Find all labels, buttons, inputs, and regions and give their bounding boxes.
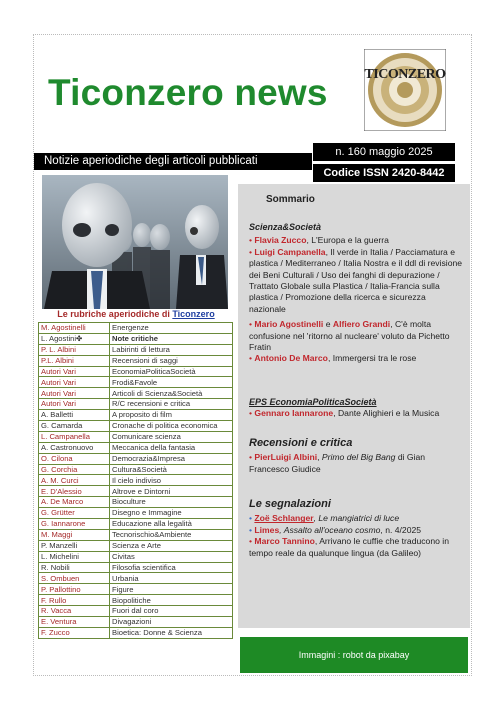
rubrica-name[interactable]: EconomiaPoliticaSocietà xyxy=(110,366,233,377)
sommario-heading: Sommario xyxy=(266,194,315,205)
rubrica-row xyxy=(39,617,233,628)
author-name[interactable]: PierLuigi Albini xyxy=(254,452,318,463)
rubrica-author: L. Michelini xyxy=(39,551,110,562)
rubrica-row xyxy=(39,627,233,638)
eps-heading: EPS EconomiaPoliticaSocietà xyxy=(249,397,377,407)
rubrica-row xyxy=(39,333,233,344)
rubrica-author: G. Corchia xyxy=(39,464,110,475)
rubrica-name[interactable]: Biopolitiche xyxy=(110,595,233,606)
rubrica-author: G. Camarda xyxy=(39,421,110,432)
rubrica-row xyxy=(39,421,233,432)
article-item: • Antonio De Marco, Immergersi tra le rose xyxy=(249,353,417,364)
rubrica-name[interactable]: Frodi&Favole xyxy=(110,377,233,388)
rubrica-name[interactable]: Articoli di Scienza&Società xyxy=(110,388,233,399)
article-item: • Luigi Campanella, Il verde in Italia / Pacciamatura e plastica / Mediterraneo / Italia Nostra e il ddl di revisione dei Beni Culturali / Uso dei fanghi di depurazione / Trattato Globale sulla Plastica / Italia-Francia sulla plastica / Promozione della ricerca e sicurezza nazionale xyxy=(249,246,463,314)
rubrica-author: L. Agostini✤ xyxy=(39,333,110,344)
rubrica-name[interactable]: Comunicare scienza xyxy=(110,431,233,442)
segnalazioni-heading: Le segnalazioni xyxy=(249,498,331,510)
rubrica-name[interactable]: R/C recensioni e critica xyxy=(110,399,233,410)
rubrica-author: G. Grütter xyxy=(39,508,110,519)
rubrica-author: Autori Vari xyxy=(39,399,110,410)
article-title: , L'Europa e la guerra xyxy=(306,235,389,246)
rubrica-row xyxy=(39,453,233,464)
newsletter-title: Ticonzero news xyxy=(48,72,328,113)
rubrica-name[interactable]: Il cielo indiviso xyxy=(110,475,233,486)
article-item: • PierLuigi Albini, Primo del Big Bang di Gian Francesco Giudice xyxy=(249,452,426,474)
rubrica-name[interactable]: Urbania xyxy=(110,573,233,584)
rubrica-name[interactable]: Civitas xyxy=(110,551,233,562)
rubrica-row xyxy=(39,540,233,551)
image-credit-bar: Immagini : robot da pixabay xyxy=(240,637,468,673)
rubrica-author: F. Rullo xyxy=(39,595,110,606)
issue-ref: , n. 4/2025 xyxy=(380,524,422,535)
rubrica-name[interactable]: Labirinti di lettura xyxy=(110,344,233,355)
recensioni-heading: Recensioni e critica xyxy=(249,437,353,449)
article-item: • Limes, Assalto all'oceano cosmo, n. 4/2025 xyxy=(249,524,422,535)
author-name[interactable]: Flavia Zucco xyxy=(254,235,307,246)
book-title: , Assalto all'oceano cosmo xyxy=(279,524,381,535)
rubrica-author: A. M. Curci xyxy=(39,475,110,486)
rubrica-name[interactable]: Altrove e Dintorni xyxy=(110,486,233,497)
rubrica-row xyxy=(39,475,233,486)
article-item: • Zoë Schlanger, Le mangiatrici di luce xyxy=(249,513,400,524)
robot-image xyxy=(42,175,228,309)
author-name[interactable]: Marco Tannino xyxy=(254,536,315,547)
rubrica-row xyxy=(39,573,233,584)
rubrica-author: R. Nobili xyxy=(39,562,110,573)
rubrica-row xyxy=(39,388,233,399)
rubrica-row xyxy=(39,519,233,530)
rubrica-row xyxy=(39,323,233,334)
rubrica-author: L. Campanella xyxy=(39,431,110,442)
rubrica-author: F. Zucco xyxy=(39,627,110,638)
rubrica-author: Autori Vari xyxy=(39,377,110,388)
rubrica-author: P. Pallottino xyxy=(39,584,110,595)
rubrica-name[interactable]: Recensioni di saggi xyxy=(110,355,233,366)
rubrica-author: P. Manzelli xyxy=(39,540,110,551)
eps-section xyxy=(249,397,464,420)
rubriche-table xyxy=(38,322,233,639)
rubrica-row xyxy=(39,377,233,388)
rubrica-author: S. Ombuen xyxy=(39,573,110,584)
rubrica-name[interactable]: Figure xyxy=(110,584,233,595)
article-item: • Gennaro Iannarone, Dante Alighieri e la Musica xyxy=(249,408,440,419)
rubrica-row xyxy=(39,344,233,355)
rubrica-name[interactable]: Tecnorischio&Ambiente xyxy=(110,529,233,540)
rubrica-author: A. De Marco xyxy=(39,497,110,508)
rubrica-name[interactable]: A proposito di film xyxy=(110,410,233,421)
article-title: di Gian Francesco Giudice xyxy=(249,452,426,474)
rubriche-caption xyxy=(43,309,229,319)
article-title: , Arrivano le cuffie che traducono in tempo reale da qualunque lingua (da Galileo) xyxy=(249,536,449,558)
rubrica-author: O. Cilona xyxy=(39,453,110,464)
rubrica-author: A. Balletti xyxy=(39,410,110,421)
rubrica-name[interactable]: Cultura&Società xyxy=(110,464,233,475)
rubrica-author: M. Agostinelli xyxy=(39,323,110,334)
rubrica-row xyxy=(39,464,233,475)
rubrica-author: Autori Vari xyxy=(39,388,110,399)
article-item: • Flavia Zucco, L'Europa e la guerra xyxy=(249,235,389,246)
article-title: , Il verde in Italia / Pacciamatura e plastica / Mediterraneo / Italia Nostra e il ddl di revisione dei Beni Culturali / Uso dei fanghi di depurazione / Trattato Globale sulla Plastica / Italia-Francia sulla plastica / Promozione della ricerca e sicurezza nazionale xyxy=(249,246,463,314)
rubrica-row xyxy=(39,508,233,519)
rubrica-name[interactable]: Scienza e Arte xyxy=(110,540,233,551)
article-title: , Dante Alighieri e la Musica xyxy=(333,408,440,419)
subtitle-bar: Notizie aperiodiche degli articoli pubblicati xyxy=(34,153,312,170)
segnalazioni-section xyxy=(249,499,464,559)
rubrica-row xyxy=(39,584,233,595)
scienza-section xyxy=(249,222,464,365)
issue-number: n. 160 maggio 2025 xyxy=(313,143,455,161)
rubrica-author: R. Vacca xyxy=(39,606,110,617)
rubriche-caption-prefix: Le rubriche aperiodiche di xyxy=(57,309,170,319)
article-item: • Mario Agostinelli e Alfiero Grandi, C'è molta confusione nel 'ritorno al nucleare' voluto da Pichetto Fratin xyxy=(249,319,450,353)
rubrica-row xyxy=(39,486,233,497)
rubrica-name[interactable]: Note critiche xyxy=(110,333,233,344)
rubrica-author: Autori Vari xyxy=(39,366,110,377)
rubrica-author: M. Maggi xyxy=(39,529,110,540)
rubrica-row xyxy=(39,606,233,617)
rubrica-row xyxy=(39,562,233,573)
rubrica-row xyxy=(39,399,233,410)
rubrica-name[interactable]: Filosofia scientifica xyxy=(110,562,233,573)
rubrica-name[interactable]: Disegno e Immagine xyxy=(110,508,233,519)
rubrica-row xyxy=(39,497,233,508)
rubrica-author: P.L. Albini xyxy=(39,355,110,366)
rubrica-row xyxy=(39,595,233,606)
author-name[interactable]: Mario Agostinelli xyxy=(254,319,324,330)
rubrica-name[interactable]: Bioculture xyxy=(110,497,233,508)
rubrica-author: E. Ventura xyxy=(39,617,110,628)
author-name[interactable]: Limes xyxy=(254,524,280,535)
scienza-heading: Scienza&Società xyxy=(249,222,322,232)
rubrica-row xyxy=(39,442,233,453)
book-title: , Le mangiatrici di luce xyxy=(313,513,400,524)
rubrica-name[interactable]: Meccanica della fantasia xyxy=(110,442,233,453)
svg-text:TICONZERO: TICONZERO xyxy=(364,67,446,82)
rubrica-name[interactable]: Democrazia&Impresa xyxy=(110,453,233,464)
rubrica-name[interactable]: Educazione alla legalità xyxy=(110,519,233,530)
rubrica-author: G. Iannarone xyxy=(39,519,110,530)
article-title: , Immergersi tra le rose xyxy=(327,353,417,364)
rubrica-name[interactable]: Fuori dal coro xyxy=(110,606,233,617)
ticonzero-link[interactable]: Ticonzero xyxy=(172,309,215,319)
rubrica-row xyxy=(39,355,233,366)
rubrica-row xyxy=(39,431,233,442)
rubrica-name[interactable]: Energenze xyxy=(110,323,233,334)
rubrica-row xyxy=(39,366,233,377)
author-name[interactable]: Luigi Campanella xyxy=(254,246,326,257)
rubrica-name[interactable]: Cronache di politica economica xyxy=(110,421,233,432)
author-name[interactable]: Antonio De Marco xyxy=(254,353,328,364)
article-item: • Marco Tannino, Arrivano le cuffie che traducono in tempo reale da qualunque lingua (da Galileo) xyxy=(249,536,449,558)
issn-code: Codice ISSN 2420-8442 xyxy=(313,164,455,182)
rubrica-name[interactable]: Divagazioni xyxy=(110,617,233,628)
rubrica-author: E. D'Alessio xyxy=(39,486,110,497)
author-name[interactable]: Gennaro Iannarone xyxy=(254,408,334,419)
article-title: , C'è molta confusione nel 'ritorno al nucleare' voluto da Pichetto Fratin xyxy=(249,319,450,353)
rubrica-name[interactable]: Bioetica: Donne & Scienza xyxy=(110,627,233,638)
rubrica-author: P. L. Albini xyxy=(39,344,110,355)
rubrica-row xyxy=(39,410,233,421)
rubrica-author: A. Castronuovo xyxy=(39,442,110,453)
ticonzero-logo xyxy=(364,49,446,131)
rubrica-row xyxy=(39,551,233,562)
author-name[interactable]: Alfiero Grandi xyxy=(332,319,391,330)
rubrica-row xyxy=(39,529,233,540)
recensioni-section xyxy=(249,438,464,475)
book-title: Primo del Big Bang xyxy=(321,452,396,463)
conjunction: e xyxy=(323,319,333,330)
author-name[interactable]: Zoë Schlanger xyxy=(254,513,314,524)
